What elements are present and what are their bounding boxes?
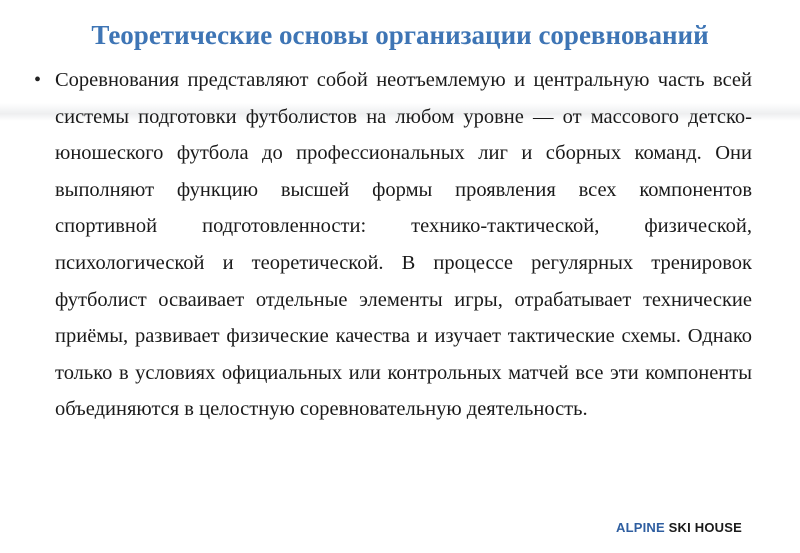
footer-logo bbox=[616, 520, 742, 535]
bullet-text: Соревнования представляют собой неотъемлемую и центральную часть всей системы подготовки футболистов на любом уровне — от массового детско-юношеского футбола до профессиональных лиг и сборных команд. Они выполняют функцию высшей формы проявления всех компонентов спортивной подготовленности: технико-тактической, физической, психологической и теоретической. В процессе регулярных тренировок футболист осваивает отдельные элементы игры, отрабатывает технические приёмы, развивает физические качества и изучает тактические схемы. Однако только в условиях официальных или контрольных матчей все эти компоненты объединяются в целостную соревновательную деятельность. bbox=[55, 69, 752, 421]
slide-title: Теоретические основы организации соревнований bbox=[91, 20, 709, 50]
logo-ski-house-text: SKI HOUSE bbox=[664, 520, 742, 535]
bullet-marker: • bbox=[34, 69, 42, 91]
logo-alpine-text: ALPINE bbox=[616, 520, 665, 535]
bullet-item bbox=[28, 62, 752, 428]
slide-content bbox=[28, 62, 752, 428]
